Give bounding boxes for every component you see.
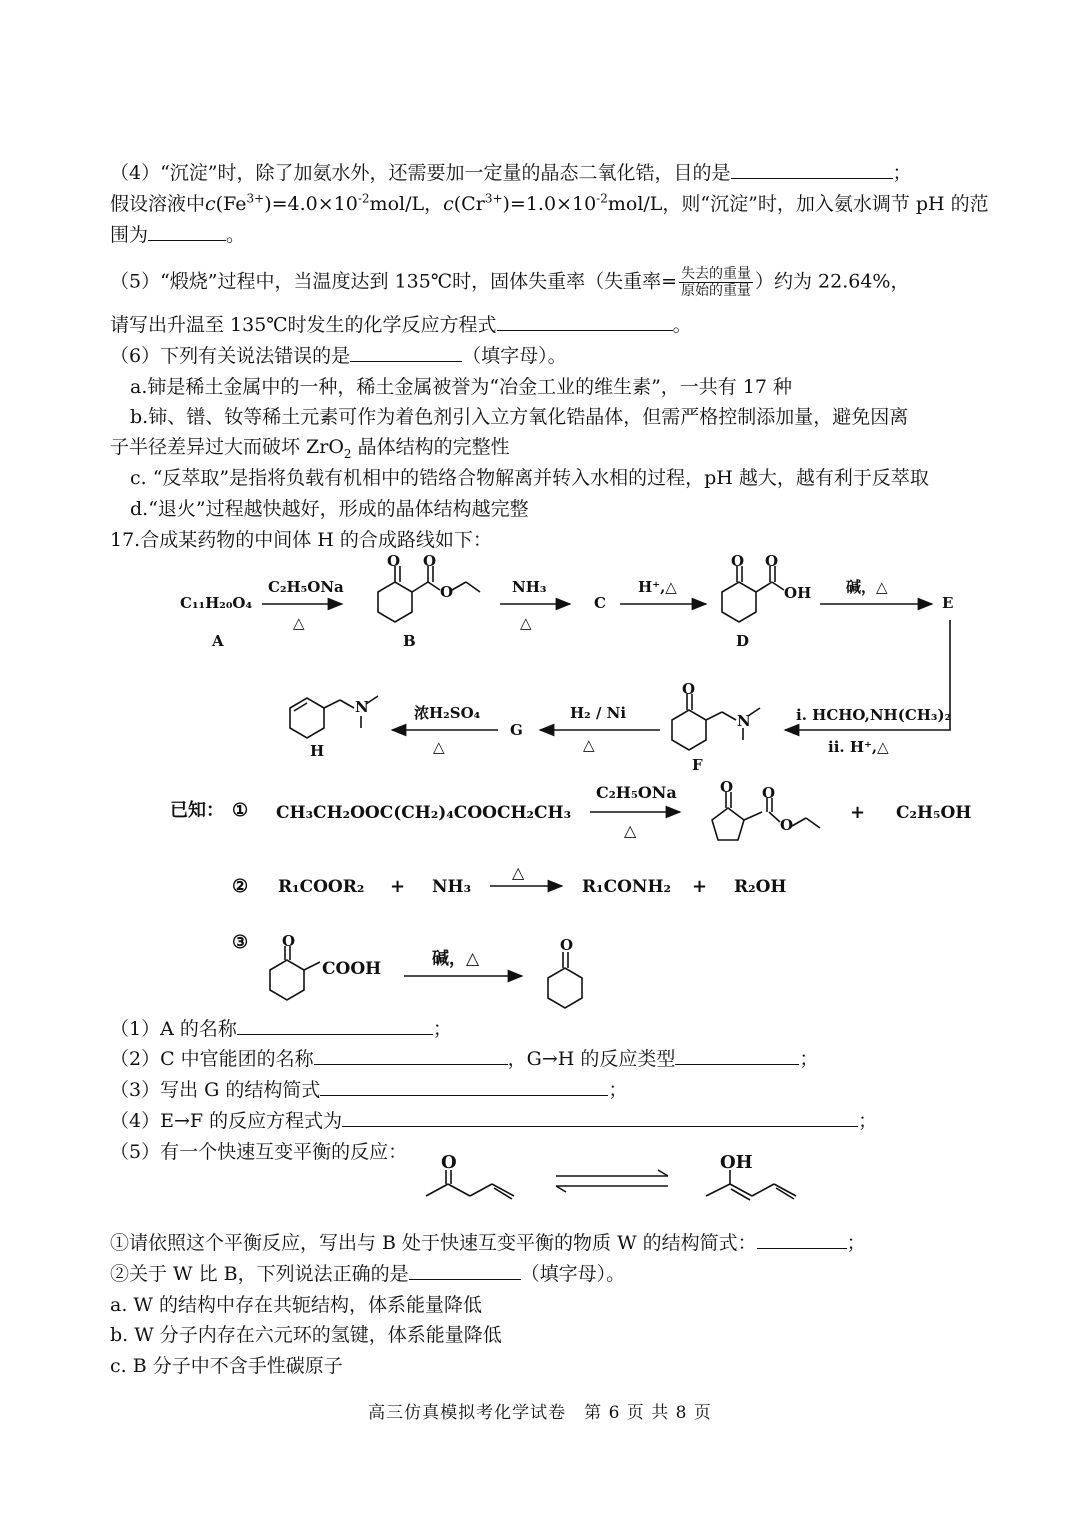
atom-O: O (282, 932, 296, 950)
q16-text: mol/L，则“沉淀”时，加入氨水调节 pH 的范 (607, 193, 989, 215)
known-1-number: ① (232, 800, 249, 821)
atom-O: O (682, 680, 696, 698)
q17-option-b: b. W 分子内存在六元环的氢键，体系能量降低 (110, 1324, 502, 1346)
q17-sub5: （5）有一个快速互变平衡的反应： (110, 1141, 408, 1163)
fraction-numerator: 失去的重量 (681, 266, 751, 282)
atom-N: N (355, 698, 369, 716)
atom-O: O (720, 778, 734, 796)
q16-part4-line1 (110, 160, 912, 186)
q17-sub2 (110, 1046, 818, 1072)
punct: ； (858, 1110, 878, 1132)
atom-O: O (780, 816, 794, 834)
known-label: 已知： (170, 800, 224, 821)
known-1-condition: △ (624, 821, 637, 840)
conc-symbol: c (205, 193, 216, 215)
atom-O: O (387, 552, 401, 570)
q17-text: （2）C 中官能团的名称 (110, 1048, 314, 1070)
plus-sign: + (692, 876, 708, 897)
q16-option-a: a.铈是稀土金属中的一种，稀土金属被誉为“冶金工业的维生素”，一共有 17 种 (130, 376, 793, 398)
q16-part5-line1 (110, 266, 910, 299)
reagent-2: NH₃ (512, 578, 547, 596)
known-2-condition: △ (512, 863, 525, 882)
q17-sub4 (110, 1108, 877, 1134)
q17-text: （4）E→F 的反应方程式为 (110, 1110, 343, 1132)
atom-O: O (560, 936, 574, 954)
answer-blank[interactable] (237, 1016, 433, 1035)
group-OH: OH (720, 1152, 753, 1173)
answer-blank[interactable] (757, 1230, 847, 1249)
q17-text: ①请依照这个平衡反应，写出与 B 处于快速互变平衡的物质 W 的结构简式： (110, 1232, 757, 1254)
known-1-product2: C₂H₅OH (896, 803, 972, 823)
atom-O: O (440, 583, 454, 601)
q17-text: （填字母）。 (520, 1263, 626, 1285)
q17-option-a: a. W 的结构中存在共轭结构，体系能量降低 (110, 1294, 482, 1316)
weight-loss-fraction (679, 266, 753, 299)
reagent-1: C₂H₅ONa (268, 578, 344, 596)
compound-H-ring (290, 698, 324, 738)
q16-option-b: b.铈、镨、钕等稀土元素可作为着色剂引入立方氧化锆晶体，但需严格控制添加量，避免因离 (130, 406, 909, 428)
known-2-number: ② (232, 876, 249, 897)
q17-text: （1）A 的名称 (110, 1018, 237, 1040)
enol-bond (706, 1184, 730, 1196)
known-2-product2: R₂OH (734, 877, 787, 897)
q16-text: 晶体结构的完整性 (351, 436, 510, 458)
punct: ； (608, 1079, 628, 1101)
exponent: -2 (357, 191, 370, 206)
q16-text: （5）“煅烧”过程中，当温度达到 135℃时，固体失重率（失重率= (110, 270, 677, 293)
q16-part5-line2 (110, 312, 692, 338)
answer-blank[interactable] (320, 1077, 608, 1096)
known-2-reactant1: R₁COOR₂ (278, 877, 365, 897)
q17-text: ②关于 W 比 B，下列说法正确的是 (110, 1263, 409, 1285)
plus-sign: + (390, 876, 406, 897)
q16-text: ）约为 22.64%， (755, 270, 910, 293)
answer-blank[interactable] (731, 160, 893, 179)
tautomerism-diagram (0, 1140, 1080, 1220)
known-3-number: ③ (232, 932, 249, 953)
punct: ； (892, 162, 912, 184)
known-2-reactant2: NH₃ (432, 877, 472, 897)
compound-C-label: C (594, 594, 606, 612)
q16-part4-line2 (110, 191, 989, 217)
known1-ring (712, 808, 744, 840)
q17-text: ，G→H 的反应类型 (507, 1048, 676, 1070)
page-footer: 高三仿真模拟考化学试卷 第 6 页 共 8 页 (368, 1403, 712, 1423)
atom-O: O (441, 1152, 457, 1173)
known-2-product1: R₁CONH₂ (582, 877, 671, 897)
charge-superscript: 3+ (484, 191, 503, 206)
compound-H-label: H (310, 742, 325, 760)
answer-blank[interactable] (675, 1046, 799, 1065)
q16-option-d: d.“退火”过程越快越好，形成的晶体结构越完整 (130, 498, 529, 520)
q17-sub5-2 (110, 1261, 625, 1287)
q17-sub5-1 (110, 1230, 866, 1256)
compound-F-ring (672, 710, 706, 750)
compound-D-ring (722, 582, 756, 622)
reagent-4: 碱，△ (846, 578, 888, 596)
q16-text: 请写出升温至 135℃时发生的化学反应方程式 (110, 314, 497, 336)
q16-part6 (110, 343, 567, 369)
known-1-reactant: CH₃CH₂OOC(CH₂)₄COOCH₂CH₃ (276, 803, 572, 823)
conc-symbol: c (443, 193, 454, 215)
synthesis-route-diagram (0, 550, 1080, 1030)
reagent-5ii: ii. H⁺,△ (828, 738, 889, 756)
compound-A-formula: C₁₁H₂₀O₄ (180, 594, 253, 612)
ketone-bond (426, 1184, 448, 1196)
reagent-5i: i. HCHO,NH(CH₃)₂ (796, 706, 952, 724)
condition-7: △ (433, 738, 445, 756)
answer-blank[interactable] (314, 1046, 508, 1065)
compound-B-label: B (403, 632, 416, 650)
punct: ； (432, 1018, 452, 1040)
punct: 。 (672, 314, 692, 336)
compound-D-label: D (736, 632, 750, 650)
subscript: 2 (343, 446, 352, 461)
q17-title: 17.合成某药物的中间体 H 的合成路线如下： (110, 529, 492, 551)
atom-N: N (737, 712, 751, 730)
answer-blank[interactable] (409, 1261, 521, 1280)
q16-option-b-cont (110, 434, 510, 460)
reagent-7: 浓H₂SO₄ (414, 704, 481, 722)
exponent: -2 (596, 191, 608, 206)
ion-fe: (Fe (215, 193, 247, 215)
atom-O: O (731, 552, 745, 570)
reagent-6: H₂ / Ni (570, 704, 627, 722)
atom-O: O (765, 552, 779, 570)
conc-value: )=1.0×10 (502, 193, 597, 215)
charge-superscript: 3+ (246, 191, 265, 206)
compound-G-label: G (510, 721, 523, 739)
answer-blank[interactable] (342, 1108, 858, 1127)
q16-part4-text: （4）“沉淀”时，除了加氨水外，还需要加一定量的晶态二氧化锆，目的是 (110, 162, 731, 184)
q16-text: （6）下列有关说法错误的是 (110, 345, 351, 367)
q16-part4-line3 (110, 222, 245, 248)
group-OH: OH (784, 584, 812, 602)
q16-text: （填字母）。 (462, 345, 567, 367)
compound-A-label: A (212, 632, 224, 650)
ion-cr: (Cr (453, 193, 485, 215)
compound-E-label: E (942, 594, 954, 612)
q16-option-c: c. “反萃取”是指将负载有机相中的锆络合物解离并转入水相的过程，pH 越大，越有利于反萃取 (130, 467, 929, 489)
q17-sub1 (110, 1016, 452, 1042)
known-3-condition: 碱，△ (432, 949, 480, 969)
q17-text: （3）写出 G 的结构简式 (110, 1079, 321, 1101)
compound-F-label: F (692, 756, 703, 774)
plus-sign: + (850, 802, 866, 823)
q16-text: 假设溶液中 (110, 193, 206, 215)
fraction-denominator: 原始的重量 (681, 283, 751, 299)
known-1-reagent: C₂H₅ONa (596, 783, 677, 802)
q17-option-c: c. B 分子中不含手性碳原子 (110, 1355, 343, 1377)
answer-blank[interactable] (497, 312, 673, 331)
q17-sub3 (110, 1077, 627, 1103)
group-COOH: COOH (322, 959, 382, 979)
punct: ； (846, 1232, 866, 1254)
answer-blank[interactable] (350, 343, 462, 362)
punct: ； (799, 1048, 819, 1070)
q16-text: 子半径差异过大而破坏 ZrO (110, 436, 344, 458)
conc-value: )=4.0×10 (264, 193, 358, 215)
compound-B-ring (378, 582, 412, 622)
known3-reactant-ring (270, 960, 304, 1000)
atom-O: O (423, 552, 437, 570)
atom-O: O (762, 784, 776, 802)
condition-6: △ (583, 736, 595, 754)
unit: mol/L， (369, 193, 444, 215)
answer-blank[interactable] (148, 222, 226, 241)
known3-product-ring (548, 968, 582, 1008)
q16-text: 围为 (110, 224, 149, 246)
condition-1: △ (293, 614, 305, 632)
reagent-3: H⁺,△ (638, 578, 677, 596)
punct: 。 (226, 224, 246, 246)
condition-2: △ (520, 614, 532, 632)
